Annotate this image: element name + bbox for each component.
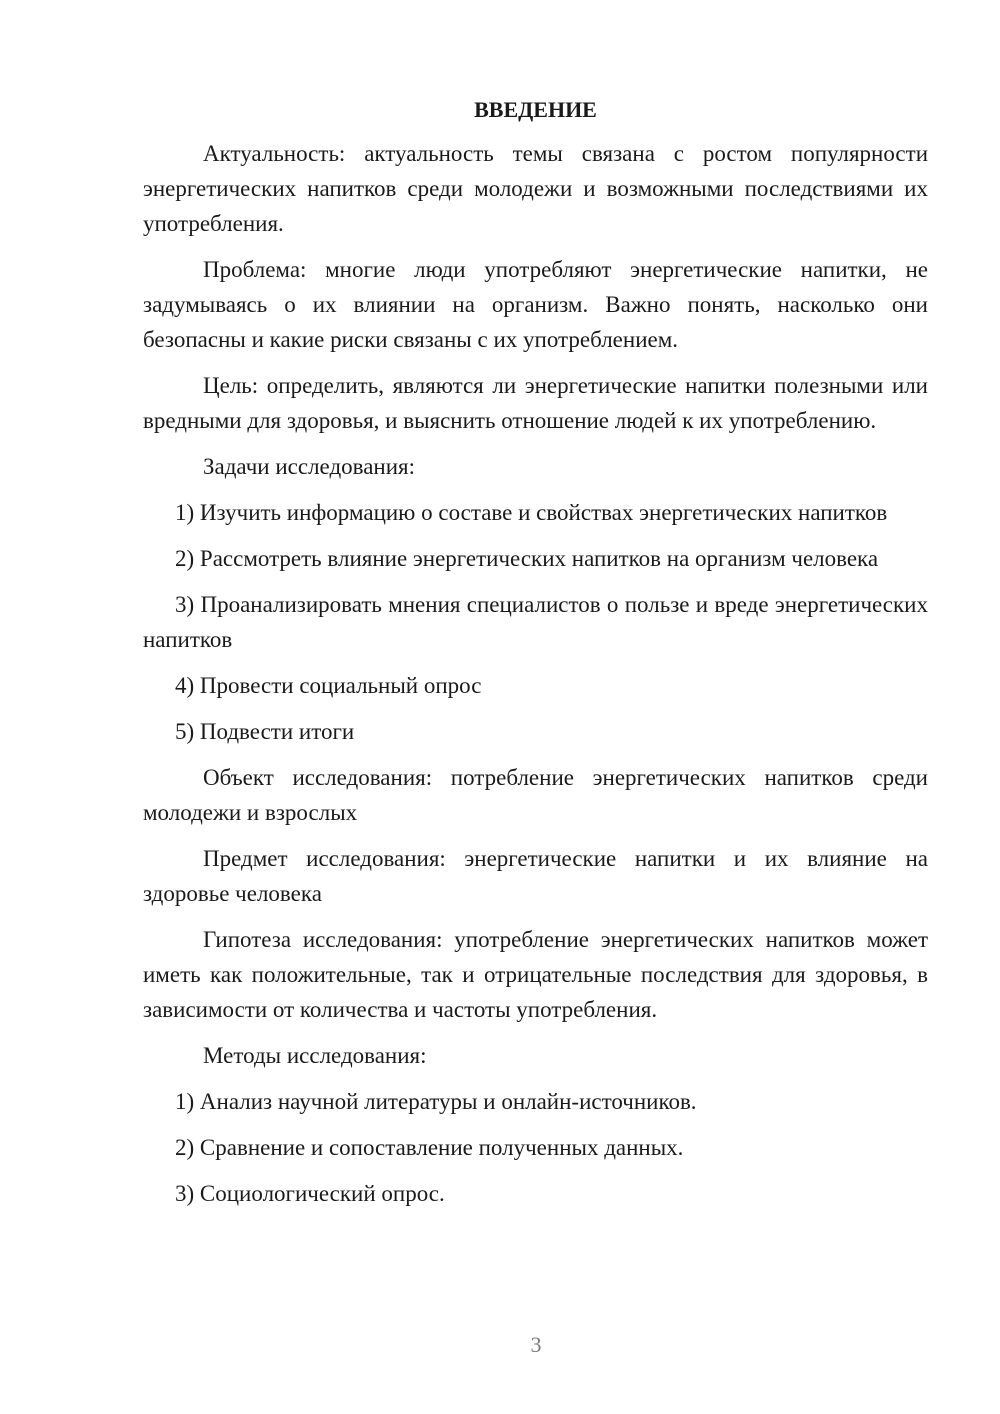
problem-paragraph: Проблема: многие люди употребляют энергетические напитки, не задумываясь о их влиянии на организм. Важно понять, насколько они безопасны и какие риски связаны с их употреблением. xyxy=(143,257,928,352)
tasks-heading: Задачи исследования: xyxy=(203,454,416,479)
task-item-3: 3) Проанализировать мнения специалистов о пользе и вреде энергетических напитков xyxy=(143,592,928,652)
object-paragraph: Объект исследования: потребление энергетических напитков среди молодежи и взрослых xyxy=(143,765,928,825)
task-item-2: 2) Рассмотреть влияние энергетических напитков на организм человека xyxy=(175,546,879,571)
task-item-1: 1) Изучить информацию о составе и свойствах энергетических напитков xyxy=(175,500,888,525)
section-title: ВВЕДЕНИЕ xyxy=(474,97,597,122)
page-number: 3 xyxy=(530,1332,542,1357)
task-item-5: 5) Подвести итоги xyxy=(175,719,355,744)
method-item-1: 1) Анализ научной литературы и онлайн-источников. xyxy=(175,1089,697,1114)
document-page xyxy=(143,92,928,1222)
goal-paragraph: Цель: определить, являются ли энергетические напитки полезными или вредными для здоровья, и выяснить отношение людей к их употреблению. xyxy=(143,373,928,433)
task-item-4: 4) Провести социальный опрос xyxy=(175,673,482,698)
relevance-paragraph: Актуальность: актуальность темы связана с ростом популярности энергетических напитков среди молодежи и возможными последствиями их употребления. xyxy=(143,141,928,236)
subject-paragraph: Предмет исследования: энергетические напитки и их влияние на здоровье человека xyxy=(143,846,928,906)
methods-heading: Методы исследования: xyxy=(203,1043,427,1068)
method-item-2: 2) Сравнение и сопоставление полученных данных. xyxy=(175,1135,684,1160)
hypothesis-paragraph: Гипотеза исследования: употребление энергетических напитков может иметь как положительные, так и отрицательные последствия для здоровья, в зависимости от количества и частоты употребления. xyxy=(143,927,928,1022)
method-item-3: 3) Социологический опрос. xyxy=(175,1181,445,1206)
